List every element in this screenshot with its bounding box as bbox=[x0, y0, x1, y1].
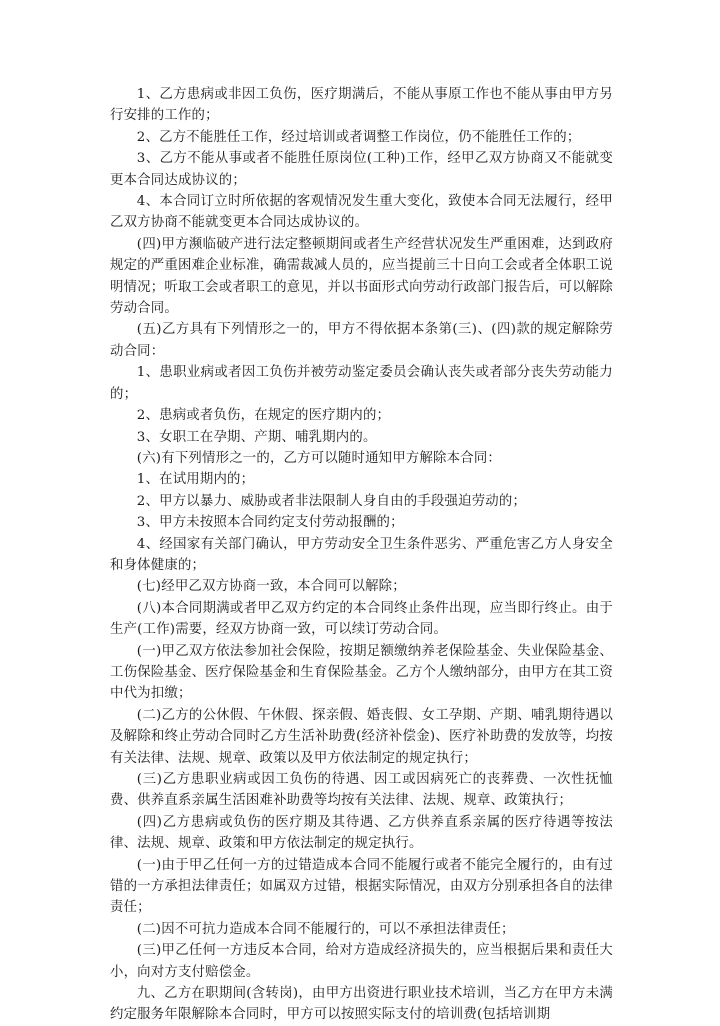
paragraph: (八)本合同期满或者甲乙双方约定的本合同终止条件出现，应当即行终止。由于生产(工作)需要，经双方协商一致，可以续订劳动合同。 bbox=[110, 600, 613, 638]
paragraph: (三)乙方患职业病或因工负伤的待遇、因工或因病死亡的丧葬费、一次性抚恤费、供养直系亲属生活困难补助费等均按有关法律、法规、规章、政策执行； bbox=[110, 772, 613, 809]
paragraph: 3、甲方未按照本合同约定支付劳动报酬的； bbox=[136, 515, 404, 531]
document-page bbox=[110, 84, 613, 1026]
paragraph: (四)甲方濒临破产进行法定整顿期间或者生产经营状况发生严重困难，达到政府规定的严重困难企业标准，确需裁减人员的，应当提前三十日向工会或者全体职工说明情况；听取工会或者职工的意见，并以书面形式向劳动行政部门报告后，可以解除劳动合同。 bbox=[110, 236, 613, 317]
paragraph: 1、患职业病或者因工负伤并被劳动鉴定委员会确认丧失或者部分丧失劳动能力的； bbox=[110, 365, 613, 402]
paragraph: (七)经甲乙双方协商一致，本合同可以解除； bbox=[136, 579, 406, 595]
paragraph: (六)有下列情形之一的，乙方可以随时通知甲方解除本合同： bbox=[136, 450, 501, 466]
paragraph: 3、乙方不能从事或者不能胜任原岗位(工种)工作，经甲乙双方协商又不能就变更本合同达成协议的； bbox=[110, 151, 613, 188]
paragraph: 2、乙方不能胜任工作，经过培训或者调整工作岗位，仍不能胜任工作的； bbox=[136, 129, 581, 145]
paragraph: (四)乙方患病或负伤的医疗期及其待遇、乙方供养直系亲属的医疗待遇等按法律、法规、规章、政策和甲方依法制定的规定执行。 bbox=[110, 814, 613, 852]
paragraph: 九、乙方在职期间(含转岗)，由甲方出资进行职业技术培训，当乙方在甲方未满约定服务年限解除本合同时，甲方可以按照实际支付的培训费(包括培训期 bbox=[110, 986, 613, 1023]
paragraph: 3、女职工在孕期、产期、哺乳期内的。 bbox=[136, 429, 377, 445]
paragraph: 1、乙方患病或非因工负伤，医疗期满后，不能从事原工作也不能从事由甲方另行安排的工作的； bbox=[110, 87, 613, 124]
paragraph: (二)因不可抗力造成本合同不能履行的，可以不承担法律责任； bbox=[136, 921, 515, 937]
paragraph: 4、本合同订立时所依据的客观情况发生重大变化，致使本合同无法履行，经甲乙双方协商不能就变更本合同达成协议的。 bbox=[110, 194, 613, 231]
paragraph: 1、在试用期内的； bbox=[136, 472, 255, 488]
paragraph: (一)由于甲乙任何一方的过错造成本合同不能履行或者不能完全履行的，由有过错的一方承担法律责任；如属双方过错，根据实际情况，由双方分别承担各自的法律责任； bbox=[110, 857, 613, 916]
paragraph: 4、经国家有关部门确认，甲方劳动安全卫生条件恶劣、严重危害乙方人身安全和身体健康的； bbox=[110, 536, 613, 573]
paragraph: 2、甲方以暴力、威胁或者非法限制人身自由的手段强迫劳动的； bbox=[136, 493, 527, 509]
paragraph: (五)乙方具有下列情形之一的，甲方不得依据本条第(三)、(四)款的规定解除劳动合同： bbox=[110, 322, 613, 359]
paragraph: (二)乙方的公休假、午休假、探亲假、婚丧假、女工孕期、产期、哺乳期待遇以及解除和终止劳动合同时乙方生活补助费(经济补偿金)、医疗补助费的发放等，均按有关法律、法规、规章、政策以及甲方依法制定的规定执行； bbox=[110, 707, 613, 766]
paragraph: (三)甲乙任何一方违反本合同，给对方造成经济损失的，应当根据后果和责任大小，向对方支付赔偿金。 bbox=[110, 943, 613, 980]
paragraph: 2、患病或者负伤，在规定的医疗期内的； bbox=[136, 408, 391, 424]
paragraph: (一)甲乙双方依法参加社会保险，按期足额缴纳养老保险基金、失业保险基金、工伤保险基金、医疗保险基金和生育保险基金。乙方个人缴纳部分，由甲方在其工资中代为扣缴； bbox=[110, 643, 613, 702]
